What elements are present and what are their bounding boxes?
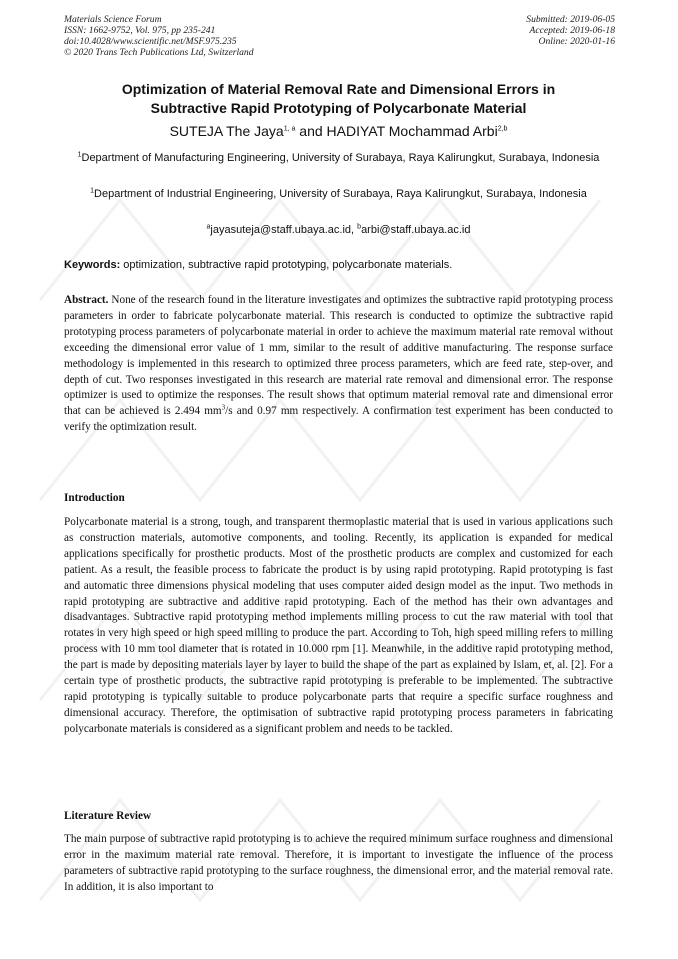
paper-title (64, 80, 613, 118)
doi-line[interactable]: doi:10.4028/www.scientific.net/MSF.975.235 (64, 36, 237, 47)
abstract-text-part-2: /s and 0.97 mm respectively. A confirmation test experiment has been conducted to verify the optimization result. (64, 405, 614, 434)
affiliation-2-marker: 1 (90, 187, 95, 195)
email-2-link[interactable]: arbi@staff.ubaya.ac.id (361, 224, 471, 236)
introduction-heading: Introduction (64, 492, 125, 504)
author-list (64, 122, 613, 140)
affiliation-1-marker: 1 (77, 151, 82, 159)
affiliation-2-text: Department of Industrial Engineering, University of Surabaya, Raya Kalirungkut, Surabaya, Indonesia (94, 188, 587, 200)
copyright-line: © 2020 Trans Tech Publications Ltd, Switzerland (64, 47, 254, 58)
author-2-affil: 2,b (497, 125, 508, 133)
author-2: HADIYAT Mochammad Arbi (326, 123, 498, 139)
email-separator: , (351, 224, 358, 236)
affiliation-1-text: Department of Manufacturing Engineering, University of Surabaya, Raya Kalirungkut, Surabaya, Indonesia (81, 152, 600, 164)
online-date: Online: 2020-01-16 (538, 36, 615, 47)
affiliation-2 (64, 186, 613, 202)
author-1: SUTEJA The Jaya (169, 123, 284, 139)
affiliation-1 (64, 150, 613, 166)
author-conjunction: and (295, 123, 327, 139)
issn-line: ISSN: 1662-9752, Vol. 975, pp 235-241 (64, 25, 216, 36)
keywords-text: optimization, subtractive rapid prototyping, polycarbonate materials. (120, 259, 453, 271)
email-2-marker: b (357, 223, 362, 231)
author-emails (64, 222, 613, 238)
abstract-label: Abstract. (64, 294, 109, 306)
literature-review-paragraph: The main purpose of subtractive rapid prototyping is to achieve the required minimum surface roughness and dimensional error in the maximum material rate removal. Therefore, it is important to investigate the influence of the process parameters of subtractive rapid prototyping to the surface roughness, the dimensional error, and the material removal rate. In addition, it is also important to (64, 833, 613, 893)
abstract-unit-exponent: 3 (221, 403, 226, 412)
keywords-label: Keywords: (64, 259, 121, 271)
introduction-paragraph: Polycarbonate material is a strong, tough, and transparent thermoplastic material that is used in various applications such as construction materials, automotive components, and tooling. Recently, its application is expanded for medical applications specifically for prosthetic products. Most of the prosthetic products are complex and customized for each patient. As a result, the feasible process to fabricate the product is by using rapid prototyping. Rapid prototyping is fast and automatic three dimensions physical modeling that uses computer aided design model as the input. Two methods in rapid prototyping are subtractive and additive rapid prototyping. Each of the method has their own advantages and disadvantages. Subtractive rapid prototyping method implements milling process to cut the raw material with tool that rotates in very high speed or high speed milling to produce the part. According to Toh, high speed milling refers to milling process with 10 mm tool diameter that is rotated in 10.000 rpm [1]. Meanwhile, in the additive rapid prototyping method, the part is made by depositing materials layer by layer to build the shape of the part as explained by Islam, et, al. [2]. For a certain type of prosthetic products, the subtractive rapid prototyping is preferable to be implemented. The subtractive rapid prototyping is typically suitable to produce polycarbonate parts that require a specific surface roughness and dimensional accuracy. Therefore, the optimisation of subtractive rapid prototyping process parameters in fabricating polycarbonate materials is considered as a significant problem and needs to be tackled. (64, 516, 613, 735)
email-1-link[interactable]: jayasuteja@staff.ubaya.ac.id (210, 224, 352, 236)
abstract (64, 293, 613, 436)
literature-review-heading: Literature Review (64, 810, 152, 822)
journal-name: Materials Science Forum (64, 14, 162, 25)
journal-info (64, 14, 254, 58)
abstract-text-part-1: None of the research found in the literature investigates and optimizes the subtractive rapid prototyping process parameters in order to fabricate polycarbonate material. This research is conducted to optimize the subtractive rapid prototyping process parameters of polycarbonate material in order to achieve the maximum material rate removal without exceeding the dimensional error value of 1 mm, similar to the result of additive manufacturing. The response surface methodology is implemented in this research to optimized three process parameters, which are feed rate, step-over, and depth of cut. Two responses investigated in this research are material rate removal and dimensional error. The response optimizer is used to optimize the responses. The result shows that optimum material removal rate and dimensional error that can be achieved is 2.494 mm (64, 294, 613, 418)
author-1-affil: 1, a (283, 125, 296, 133)
email-1-marker: a (206, 223, 211, 231)
accepted-date: Accepted: 2019-06-18 (529, 25, 615, 36)
submitted-date: Submitted: 2019-06-05 (526, 14, 615, 25)
title-line-2: Subtractive Rapid Prototyping of Polycarbonate Material (150, 100, 527, 116)
submission-dates (526, 14, 615, 47)
keywords (64, 258, 613, 273)
title-line-1: Optimization of Material Removal Rate and Dimensional Errors in (121, 81, 556, 97)
